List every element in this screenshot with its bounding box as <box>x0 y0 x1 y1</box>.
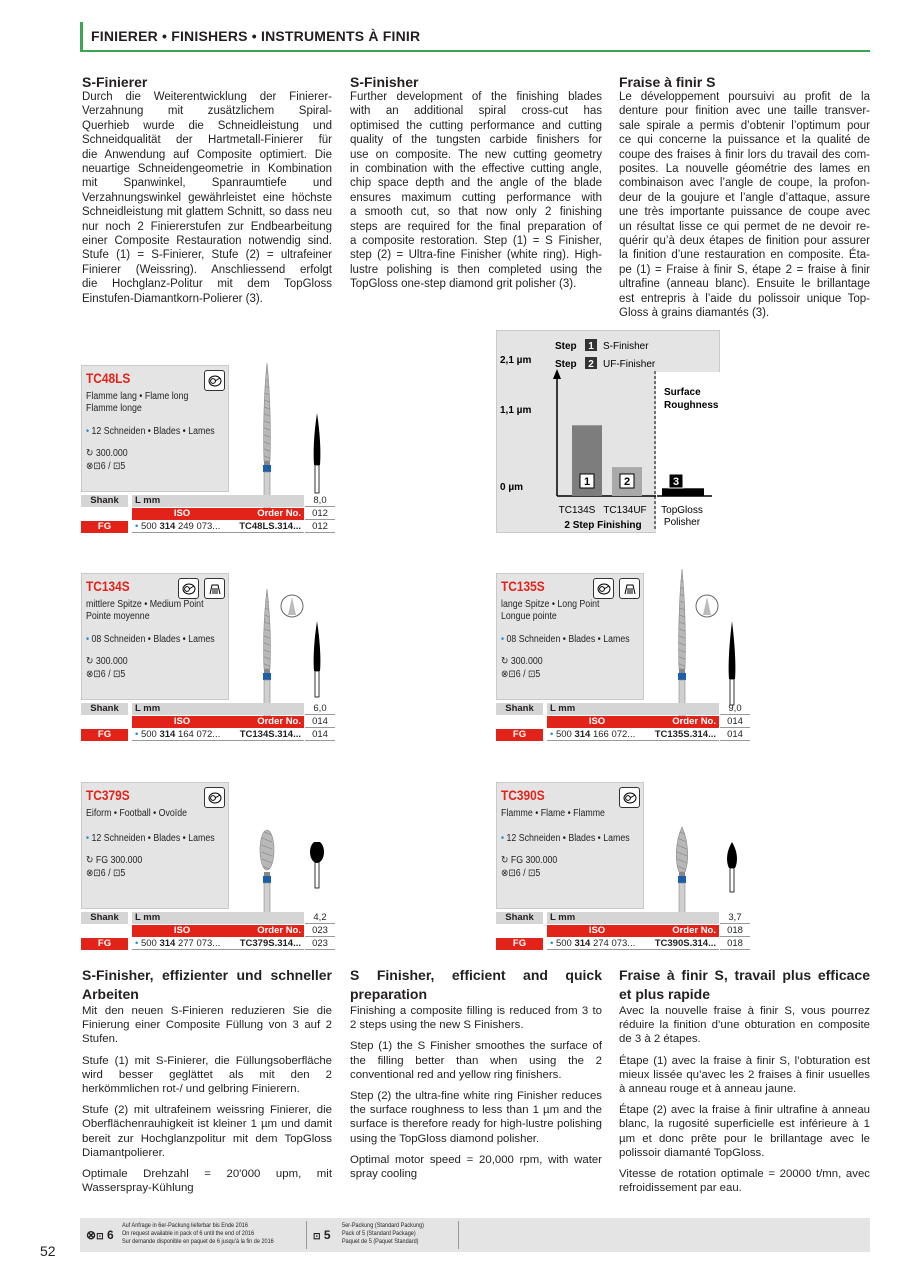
iso-part-a: 500 <box>140 729 160 740</box>
bottom-paragraph: Étape (1) avec la fraise à finir S, l’obturation est mieux lissée qu’avec les 2 fraises à finir usuelles à anneau rouge et à anneau jaune. <box>619 1054 870 1096</box>
pack-text: 6 / <box>515 868 528 879</box>
page-header <box>80 22 870 52</box>
iso-number <box>547 938 647 950</box>
iso-part-b: 314 <box>159 729 176 740</box>
pack6-badge <box>86 1228 114 1242</box>
pack-text-2: 5 <box>120 461 126 472</box>
intro-en-title: S-Finisher <box>350 74 419 90</box>
intro-line: Further development of the finishing blades <box>350 91 602 103</box>
footer-divider <box>306 1221 307 1249</box>
blades-text: 12 Schneiden • Blades • Lames <box>91 426 215 437</box>
order-label: Order No. <box>232 925 304 937</box>
lmm-value: 8,0 <box>305 495 335 507</box>
rpm-text: 300.000 <box>510 656 543 667</box>
pack-text: 6 / <box>100 669 113 680</box>
product-name: Flamme • Flame • Flamme <box>501 808 605 819</box>
intro-line: la finition d’une restauration en composite. Éta- <box>619 249 870 262</box>
legend-number: 1 <box>588 341 594 352</box>
blades-info <box>86 833 215 844</box>
size-value-2: 018 <box>720 938 750 950</box>
intro-line: neuartige Schneidengeometrie in Kombination <box>82 163 332 176</box>
order-table <box>496 910 750 950</box>
fg-label: FG <box>496 729 543 741</box>
legend-number: 2 <box>588 359 594 370</box>
product-card-tc134s <box>81 573 229 700</box>
shank-label: Shank <box>496 703 543 715</box>
rotation-icon: ↻ <box>501 656 511 667</box>
product-code: TC48LS <box>86 370 131 386</box>
iso-part-a: 500 <box>555 938 575 949</box>
intro-line: ce qui concerne la puissance et la qualité de <box>619 134 870 147</box>
pack6-text-en: On request available in pack of 6 until the end of 2016 <box>122 1230 255 1237</box>
intro-line: deur de la goujure et l’angle d’attaque, assure <box>619 191 870 204</box>
product-code: TC135S <box>501 578 545 594</box>
iso-part-b: 314 <box>159 521 176 532</box>
intro-line: ensures maximum cutting performance with <box>350 191 602 204</box>
rpm-info <box>86 448 128 459</box>
bullet-icon: • <box>135 729 141 740</box>
bur-image <box>672 772 692 927</box>
intro-line: Verzahnungswinkel gewährleistet eine höchste <box>82 191 332 204</box>
shank-label: Shank <box>81 912 128 924</box>
lmm-value: 6,0 <box>305 703 335 715</box>
intro-line: Querhieb wurde die Schneidleistung und <box>82 119 332 132</box>
intro-line: die Anwendung auf Composite optimiert. Die <box>82 148 332 161</box>
chart-bottom-label: 2 Step Finishing <box>564 520 642 531</box>
intro-line: TopGloss one-step diamond grit polisher (3). <box>350 278 577 291</box>
shank-label: Shank <box>81 495 128 507</box>
pack-text: 6 / <box>100 461 113 472</box>
product-code: TC134S <box>86 578 130 594</box>
no-stock-icon: ⊗ <box>86 1228 97 1242</box>
pack5-text-de: 5er-Packung (Standard Packung) <box>342 1222 425 1229</box>
x-tick-label: TC134UF <box>603 505 647 516</box>
bullet-icon: • <box>501 833 507 844</box>
intro-line: quality of the tungsten carbide finishers for <box>350 134 602 147</box>
iso-number <box>132 729 232 741</box>
intro-line: with an additional spiral cross-cut has <box>350 105 602 118</box>
iso-number <box>547 729 647 741</box>
chart-svg <box>497 331 721 534</box>
tip-zoom-icon <box>279 593 305 624</box>
order-table <box>81 910 335 950</box>
order-label: Order No. <box>232 716 304 728</box>
order-number: TC390S.314... <box>647 938 719 950</box>
bar-number: 1 <box>583 476 591 488</box>
order-number: TC48LS.314... <box>232 521 304 533</box>
intro-line: Le développement poursuivi au profit de la <box>619 91 870 103</box>
size-value: 014 <box>305 716 335 728</box>
blades-text: 12 Schneiden • Blades • Lames <box>506 833 630 844</box>
intro-line: einer Composite Restauration notwendig sind. <box>82 235 332 248</box>
contra-angle-icon <box>204 787 225 808</box>
pack-info <box>86 868 125 879</box>
no-stock-icon: ⊗⊡ <box>86 669 101 680</box>
pack-info <box>86 461 125 472</box>
product-card-tc379s <box>81 782 229 909</box>
rotation-icon: ↻ <box>86 656 96 667</box>
product-card-tc390s <box>496 782 644 909</box>
lmm-value: 4,2 <box>305 912 335 924</box>
bullet-icon: • <box>550 729 556 740</box>
intro-line: Einstufen-Diamantkorn-Polierer (3). <box>82 292 263 305</box>
pack-icon: ⊡ <box>527 868 536 879</box>
fg-label: FG <box>81 521 128 533</box>
bottom-paragraph: Mit den neuen S-Finieren reduzieren Sie die Finierung einer Composite Füllung von 3 auf 2 Stufen. <box>82 1005 332 1046</box>
iso-part-a: 500 <box>555 729 575 740</box>
rpm-text: FG 300.000 <box>95 855 143 866</box>
page-header-title: FINIERER • FINISHERS • INSTRUMENTS À FINIR <box>91 28 421 44</box>
pack-info <box>501 868 540 879</box>
order-label: Order No. <box>232 508 304 520</box>
pack6-text-de: Auf Anfrage in 6er-Packung lieferbar bis Ende 2016 <box>122 1222 248 1229</box>
pack6-number: 6 <box>106 1228 114 1242</box>
contra-angle-icon <box>178 578 199 599</box>
y-axis-arrow <box>553 369 561 379</box>
bur-image <box>257 772 277 927</box>
bottom-paragraph: Finishing a composite filling is reduced from 3 to 2 steps using the new S Finishers. <box>350 1005 602 1032</box>
product-name: lange Spitze • Long Point <box>501 599 600 610</box>
intro-line: sale spirale a permis d’obtenir l’optimum pour <box>619 119 870 132</box>
bottom-en-title <box>350 966 602 1004</box>
blades-info <box>86 634 215 645</box>
bullet-icon: • <box>550 938 556 949</box>
contra-angle-icon <box>204 370 225 391</box>
intro-line: coupe des fraises à finir lors du travail des com- <box>619 148 870 161</box>
intro-line: Schneidleistung mit glattem Schnitt, so dass neu <box>82 206 332 219</box>
page-number: 52 <box>40 1243 56 1259</box>
rpm-text: 300.000 <box>95 656 128 667</box>
shank-label: Shank <box>496 912 543 924</box>
intro-line: Durch die Weiterentwicklung der Finierer- <box>82 91 332 103</box>
bottom-fr <box>619 966 870 1202</box>
no-stock-icon: ⊗⊡ <box>86 461 101 472</box>
iso-number <box>132 938 232 950</box>
x-tick-label: Polisher <box>663 517 701 528</box>
y-tick-label: 2,1 µm <box>500 355 532 366</box>
bullet-icon: • <box>501 634 507 645</box>
intro-line: Gloss à grains diamantés (3). <box>619 307 770 320</box>
iso-label: ISO <box>547 716 647 728</box>
intro-line: lustre polishing is then completed using the <box>350 263 602 276</box>
order-number: TC379S.314... <box>232 938 304 950</box>
bullet-icon: • <box>135 938 141 949</box>
order-table <box>81 493 335 533</box>
pack6-text-fr: Sur demande disponible en paquet de 6 jusqu’à la fin de 2016 <box>122 1238 274 1245</box>
intro-line: die Hochglanz-Politur mit dem TopGloss <box>82 278 332 291</box>
size-value-2: 023 <box>305 938 335 950</box>
bar-number: 3 <box>672 476 680 488</box>
iso-part-c: 277 073... <box>175 938 221 949</box>
water-spray-icon <box>204 578 225 599</box>
blades-text: 12 Schneiden • Blades • Lames <box>91 833 215 844</box>
product-code: TC379S <box>86 787 130 803</box>
rpm-text: 300.000 <box>95 448 128 459</box>
pack-icon: ⊡ <box>96 1231 104 1241</box>
contra-angle-icon <box>593 578 614 599</box>
packaging-footer <box>80 1218 870 1252</box>
rpm-text: FG 300.000 <box>510 855 558 866</box>
rotation-icon: ↻ <box>86 855 96 866</box>
no-stock-icon: ⊗⊡ <box>501 868 516 879</box>
tip-zoom-icon <box>694 593 720 624</box>
intro-de-title: S-Finierer <box>82 74 148 90</box>
iso-part-a: 500 <box>140 938 160 949</box>
rpm-info <box>501 855 557 866</box>
intro-line: ultrafine (anneau blanc). Ensuite le brillantage <box>619 278 870 291</box>
pack-info <box>501 669 540 680</box>
bottom-paragraph: Stufe (1) mit S-Finierer, die Füllungsoberfläche wird besser geglättet als mit den 2 herkömmlichen rot-/ und gelbring Finierern. <box>82 1054 332 1096</box>
pack-icon: ⊡ <box>112 669 121 680</box>
iso-part-c: 249 073... <box>175 521 221 532</box>
iso-part-b: 314 <box>574 938 591 949</box>
fg-label: FG <box>81 938 128 950</box>
pack5-number: 5 <box>323 1228 331 1242</box>
iso-part-c: 166 072... <box>590 729 636 740</box>
bottom-paragraph: Optimal motor speed = 20,000 rpm, with water spray cooling <box>350 1153 602 1181</box>
legend-step-label: Step <box>555 359 577 370</box>
intro-line: pe (1) = Fraise à finir S, étape 2 = fraise à finir <box>619 263 870 276</box>
bottom-fr-title <box>619 966 870 1004</box>
size-value-2: 014 <box>720 729 750 741</box>
blades-info <box>501 833 630 844</box>
intro-line: mit Spanwinkel, Spanraumtiefe und <box>82 177 332 190</box>
y-tick-label: 0 µm <box>500 482 523 493</box>
product-name: Flamme longe <box>86 403 142 414</box>
intro-line: quérir qu’à deux étapes de finition pour assurer <box>619 235 870 248</box>
shank-label: Shank <box>81 703 128 715</box>
lmm-label: L mm <box>547 703 719 715</box>
iso-number <box>132 521 232 533</box>
bottom-en <box>350 966 602 1188</box>
blades-info <box>86 426 215 437</box>
product-name: Pointe moyenne <box>86 611 150 622</box>
bottom-de-title <box>82 966 332 1004</box>
pack-text-2: 5 <box>535 868 541 879</box>
rpm-info <box>86 855 142 866</box>
pack-text: 6 / <box>100 868 113 879</box>
intro-line: a composite restoration. Step (1) = S Finisher, <box>350 235 602 248</box>
bullet-icon: • <box>86 634 92 645</box>
pack-text-2: 5 <box>120 669 126 680</box>
blades-text: 08 Schneiden • Blades • Lames <box>91 634 215 645</box>
footer-divider <box>458 1221 459 1249</box>
lmm-value: 9,0 <box>720 703 750 715</box>
title-line: et plus rapide <box>619 986 711 1002</box>
lmm-label: L mm <box>132 703 304 715</box>
contra-angle-icon <box>619 787 640 808</box>
pack-icon: ⊡ <box>112 461 121 472</box>
title-line: preparation <box>350 986 428 1002</box>
product-code: TC390S <box>501 787 545 803</box>
order-label: Order No. <box>647 716 719 728</box>
pack-icon: ⊡ <box>527 669 536 680</box>
bottom-paragraph: Étape (2) avec la fraise à finir ultrafine à anneau blanc, la rugosité superficielle est inférieure à 1 µm et donc prête pour le brillantage avec le polissoir diamanté TopGloss. <box>619 1104 870 1159</box>
title-line: S Finisher, efficient and quick <box>350 967 602 983</box>
side-label: Surface <box>664 387 701 398</box>
no-stock-icon: ⊗⊡ <box>86 868 101 879</box>
iso-part-c: 274 073... <box>590 938 636 949</box>
pack-text: 6 / <box>515 669 528 680</box>
title-line: Fraise à finir S, travail plus efficace <box>619 967 870 983</box>
pack-icon: ⊡ <box>313 1231 321 1241</box>
blades-info <box>501 634 630 645</box>
iso-label: ISO <box>132 925 232 937</box>
pack5-text-fr: Paquet de 5 (Paquet Standard) <box>342 1238 419 1245</box>
fg-label: FG <box>81 729 128 741</box>
intro-line: Stufe (1) = S-Finierer, Stufe (2) = ultrafeiner <box>82 249 332 262</box>
bottom-paragraph: Stufe (2) mit ultrafeinem weissring Finierer, die Oberflächenrauhigkeit ist kleiner 1 µm und damit bereit zur Hochglanzpolitur mit dem TopGloss Diamantpolierer. <box>82 1104 332 1159</box>
title-line: S-Finisher, effizienter und schneller <box>82 967 332 983</box>
rotation-icon: ↻ <box>86 448 96 459</box>
product-name: mittlere Spitze • Medium Point <box>86 599 204 610</box>
x-tick-label: TopGloss <box>661 505 703 516</box>
intro-line: posites. La nouvelle géométrie des lames en <box>619 163 870 176</box>
pack5-text-en: Pack of 5 (Standard Package) <box>342 1230 416 1237</box>
intro-line: denture pour finition avec une taille transver- <box>619 105 870 118</box>
intro-line: steps are required for the final preparation of <box>350 220 602 233</box>
bottom-paragraph: Step (1) the S Finisher smoothes the surface of the filling better than when using the 2 conventional red and yellow ring finishers. <box>350 1040 602 1081</box>
bottom-paragraph: Step (2) the ultra-fine white ring Finisher reduces the surface roughness to less than 1 µm and the surface is therefore ready for high-lustre polishing using the TopGloss diamond polisher. <box>350 1090 602 1145</box>
order-table <box>496 701 750 741</box>
side-label: Roughness <box>664 400 719 411</box>
x-tick-label: TC134S <box>558 505 596 516</box>
legend-step-label: Step <box>555 341 577 352</box>
bullet-icon: • <box>135 521 141 532</box>
bottom-de <box>82 966 332 1202</box>
product-card-tc48ls <box>81 365 229 492</box>
product-name: Flamme lang • Flame long <box>86 391 189 402</box>
order-table <box>81 701 335 741</box>
rotation-icon: ↻ <box>501 855 511 866</box>
intro-line: une très importante puissance de coupe avec <box>619 206 870 219</box>
lmm-label: L mm <box>132 495 304 507</box>
intro-line: Schneidqualität der Hartmetall-Finierer für <box>82 134 332 147</box>
intro-fr <box>619 74 870 321</box>
pack-text-2: 5 <box>535 669 541 680</box>
intro-fr-text <box>619 90 870 321</box>
order-number: TC135S.314... <box>647 729 719 741</box>
intro-line: est entrepris à l’aide du polissoir unique Top- <box>619 292 870 305</box>
pack5-badge <box>313 1228 331 1242</box>
surface-roughness-chart <box>496 330 720 533</box>
intro-en-text <box>350 90 602 292</box>
lmm-label: L mm <box>132 912 304 924</box>
legend-label: UF-Finisher <box>603 359 656 370</box>
intro-line: use on composite. The new cutting geometry <box>350 148 602 161</box>
iso-part-b: 314 <box>159 938 176 949</box>
size-value-2: 012 <box>305 521 335 533</box>
pack-info <box>86 669 125 680</box>
iso-part-a: 500 <box>140 521 160 532</box>
intro-line: optimised the cutting performance and cutting <box>350 119 602 132</box>
product-name: Longue pointe <box>501 611 557 622</box>
order-number: TC134S.314... <box>232 729 304 741</box>
size-value: 014 <box>720 716 750 728</box>
iso-label: ISO <box>132 716 232 728</box>
fg-label: FG <box>496 938 543 950</box>
size-value: 018 <box>720 925 750 937</box>
iso-label: ISO <box>547 925 647 937</box>
size-value: 012 <box>305 508 335 520</box>
iso-label: ISO <box>132 508 232 520</box>
product-card-tc135s <box>496 573 644 700</box>
intro-line: Finierer (Weissring). Anschliessend erfolgt <box>82 263 332 276</box>
intro-line: in combination with the effective cutting angle, <box>350 163 602 176</box>
pack-text-2: 5 <box>120 868 126 879</box>
water-spray-icon <box>619 578 640 599</box>
intro-line: combinaison avec l’angle de coupe, la profon- <box>619 177 870 190</box>
bar-3-top <box>662 488 704 496</box>
intro-line: step (2) = Ultra-fine Finisher (white ring). High- <box>350 249 602 262</box>
intro-line: un résultat lisse ce qui permet de ne devoir re- <box>619 220 870 233</box>
intro-de-text <box>82 90 332 306</box>
legend-label: S-Finisher <box>603 341 649 352</box>
intro-line: nur noch 2 Finiererstufen zur Endbearbeitung <box>82 220 332 233</box>
pack-icon: ⊡ <box>112 868 121 879</box>
bullet-icon: • <box>86 833 92 844</box>
intro-line: Verzahnung mit zusätzlichem Spiral- <box>82 105 332 118</box>
no-stock-icon: ⊗⊡ <box>501 669 516 680</box>
bottom-paragraph: Vitesse de rotation optimale = 20000 t/mn, avec refroidissement par eau. <box>619 1168 870 1195</box>
size-value: 023 <box>305 925 335 937</box>
iso-part-c: 164 072... <box>175 729 221 740</box>
y-tick-label: 1,1 µm <box>500 405 532 416</box>
lmm-label: L mm <box>547 912 719 924</box>
intro-de <box>82 74 332 306</box>
title-line: Arbeiten <box>82 986 139 1002</box>
iso-part-b: 314 <box>574 729 591 740</box>
bottom-paragraph: Avec la nouvelle fraise à finir S, vous pourrez réduire la finition d’une obturation en composite de 3 à 2 étapes. <box>619 1005 870 1046</box>
lmm-value: 3,7 <box>720 912 750 924</box>
size-value-2: 014 <box>305 729 335 741</box>
order-label: Order No. <box>647 925 719 937</box>
intro-en <box>350 74 602 292</box>
blades-text: 08 Schneiden • Blades • Lames <box>506 634 630 645</box>
intro-line: chip space depth and the angle of the blade <box>350 177 602 190</box>
bottom-paragraph: Optimale Drehzahl = 20'000 upm, mit Wasserspray-Kühlung <box>82 1168 332 1195</box>
intro-line: a smooth cut, so that now only 2 finishing <box>350 206 602 219</box>
bullet-icon: • <box>86 426 92 437</box>
rpm-info <box>86 656 128 667</box>
bar-number: 2 <box>623 476 631 488</box>
product-name: Eiform • Football • Ovoïde <box>86 808 188 819</box>
intro-fr-title: Fraise à finir S <box>619 74 716 90</box>
rpm-info <box>501 656 543 667</box>
